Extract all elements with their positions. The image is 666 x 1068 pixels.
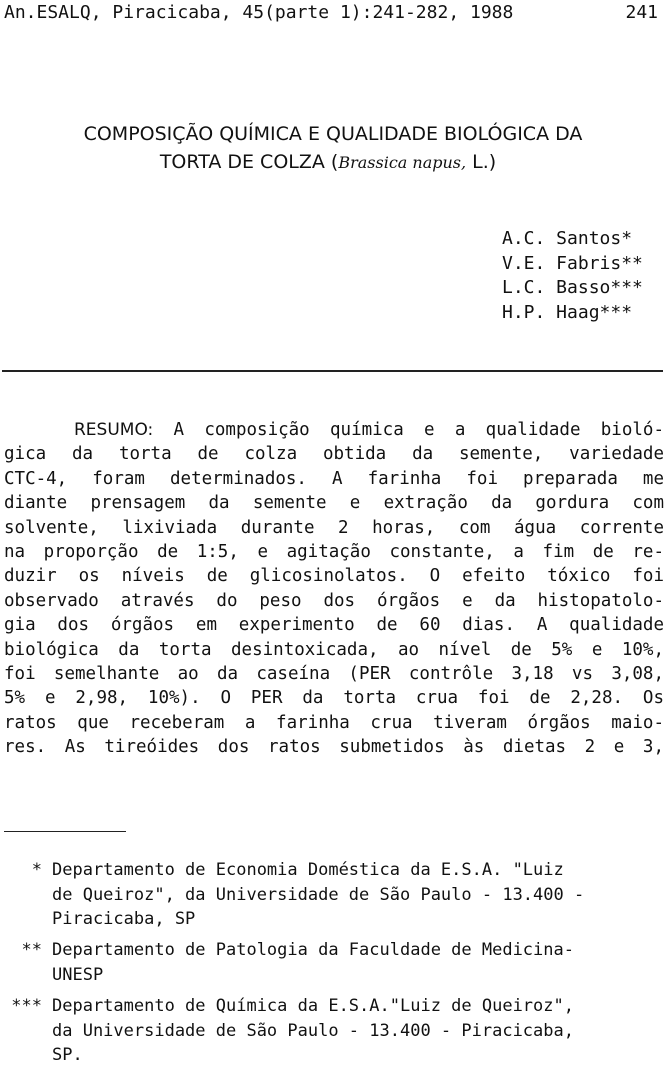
title-line-2 — [0, 148, 666, 177]
abstract — [4, 418, 664, 760]
footnote-line: Piracicaba, SP — [52, 909, 196, 929]
author: V.E. Fabris** — [502, 252, 643, 274]
abstract-line: foi semelhante ao da caseína (PER contrôle 3,18 vs 3,08, — [4, 664, 664, 685]
page-number: 241 — [625, 2, 658, 23]
section-divider — [2, 370, 663, 372]
abstract-line: observado através do peso dos órgãos e da histopatolo- — [4, 590, 664, 611]
footnote-body — [52, 858, 662, 932]
abstract-line: 5% e 2,98, 10%). O PER da torta crua foi de 2,28. Os — [4, 688, 664, 709]
footnote-line: Departamento de Química da E.S.A."Luiz de Queiroz", — [52, 996, 574, 1016]
title-line-2-suffix: L.) — [466, 151, 497, 173]
title-line-2-prefix: TORTA DE COLZA ( — [159, 151, 339, 173]
footnote-body — [52, 938, 662, 987]
author: A.C. Santos* — [502, 228, 633, 249]
abstract-line: duzir os níveis de glicosinolatos. O efeito tóxico foi — [4, 566, 664, 587]
footnote-mark: *** — [11, 996, 42, 1016]
title-line-1: COMPOSIÇÃO QUÍMICA E QUALIDADE BIOLÓGICA DA — [83, 123, 583, 145]
footnote-line: Departamento de Patologia da Faculdade de Medicina- — [52, 940, 574, 960]
species-name: Brassica napus, — [338, 153, 467, 172]
footnote-line: Departamento de Economia Doméstica da E.S.A. "Luiz — [52, 860, 564, 880]
abstract-line — [4, 418, 664, 442]
footnote-line: de Queiroz", da Universidade de São Paulo - 13.400 - — [52, 884, 585, 905]
author: H.P. Haag*** — [502, 301, 633, 323]
abstract-line: gia dos órgãos em experimento de 60 dias. A qualidade — [4, 615, 664, 636]
abstract-line-text: A composição química e a qualidade bioló- — [153, 420, 664, 440]
author-list — [502, 227, 643, 325]
abstract-line: res. As tireóides dos ratos submetidos às dietas 2 e 3, — [4, 737, 664, 758]
footnote-line: SP. — [52, 1045, 83, 1065]
running-header: An.ESALQ, Piracicaba, 45(parte 1):241-282, 1988 — [4, 2, 514, 23]
abstract-label: RESUMO: — [74, 420, 154, 440]
abstract-line: biológica da torta desintoxicada, ao nível de 5% e 10%, — [4, 639, 664, 660]
abstract-line: solvente, lixiviada durante 2 horas, com água corrente — [4, 517, 664, 538]
abstract-line: CTC-4, foram determinados. A farinha foi preparada me — [4, 468, 664, 489]
article-title — [0, 120, 666, 177]
abstract-line: na proporção de 1:5, e agitação constante, a fim de re- — [4, 542, 664, 563]
abstract-line: diante prensagem da semente e extração da gordura com — [4, 493, 664, 514]
footnote-body — [52, 994, 662, 1068]
abstract-line: gica da torta de colza obtida da semente, variedade — [4, 444, 664, 465]
footnote-line: da Universidade de São Paulo - 13.400 - Piracicaba, — [52, 1020, 574, 1041]
footnote-mark: * — [31, 860, 42, 880]
abstract-line: ratos que receberam a farinha crua tiveram órgãos maio- — [4, 712, 664, 733]
author: L.C. Basso*** — [502, 277, 643, 298]
footnote-line: UNESP — [52, 964, 104, 985]
footnote-divider — [4, 831, 126, 832]
footnote-mark: ** — [21, 940, 42, 960]
